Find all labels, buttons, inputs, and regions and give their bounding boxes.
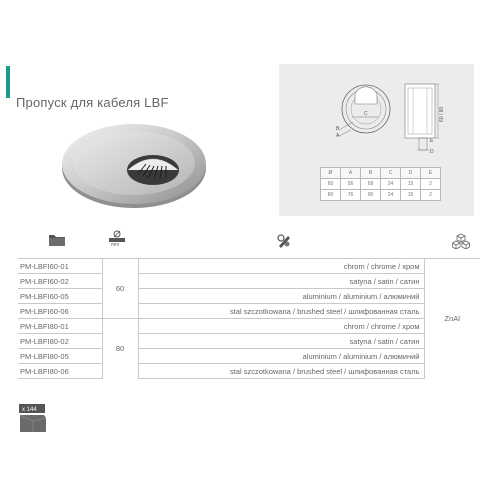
table-row	[18, 304, 480, 319]
finish-cell: stal szczotkowana / brushed steel / шлифованная сталь	[138, 304, 424, 319]
product-image	[58, 118, 210, 210]
product-code: PM-LBFI60-05	[18, 289, 102, 304]
table-row	[18, 274, 480, 289]
finish-cell: chrom / chrome / хром	[138, 319, 424, 334]
palette-icon	[276, 233, 292, 249]
product-table	[18, 258, 480, 379]
accent-bar	[6, 66, 10, 98]
finish-cell: satyna / satin / сатин	[138, 334, 424, 349]
dims-cell: 15	[401, 179, 421, 190]
material-cell: ZnAl	[424, 259, 480, 379]
diameter-cell: 60	[102, 259, 138, 319]
dims-header-cell: E	[421, 168, 441, 179]
dims-cell: 56	[341, 179, 361, 190]
product-code: PM-LBFI60-02	[18, 274, 102, 289]
finish-cell: aluminium / aluminium / алюминий	[138, 289, 424, 304]
dims-cell: 90	[361, 190, 381, 201]
dims-cell: 15	[401, 190, 421, 201]
dims-cell: 76	[341, 190, 361, 201]
drawing-label-c: C	[364, 111, 368, 117]
table-row	[18, 334, 480, 349]
dimensions-header-row	[321, 168, 441, 179]
product-code: PM-LBFI80-05	[18, 349, 102, 364]
dims-header-cell: D	[401, 168, 421, 179]
diameter-cell: 80	[102, 319, 138, 379]
drawing-label-e: E	[430, 138, 434, 144]
drawing-label-height: 60 / 80	[439, 106, 445, 122]
product-code: PM-LBFI60-01	[18, 259, 102, 274]
dims-header-cell: A	[341, 168, 361, 179]
dimensions-table	[320, 167, 441, 201]
box-icon	[18, 403, 48, 435]
table-row	[18, 349, 480, 364]
product-code: PM-LBFI80-06	[18, 364, 102, 379]
table-row	[18, 289, 480, 304]
finish-cell: aluminium / aluminium / алюминий	[138, 349, 424, 364]
diameter-unit-label: mm	[111, 242, 120, 248]
dims-header-cell: Ø	[321, 168, 341, 179]
drawing-label-b: B	[336, 126, 340, 132]
table-row	[18, 364, 480, 379]
drawing-label-a: A	[336, 133, 340, 139]
dims-header-cell: C	[381, 168, 401, 179]
dimensions-row	[321, 179, 441, 190]
dims-cell: 60	[321, 179, 341, 190]
dims-cell: 80	[321, 190, 341, 201]
dims-cell: 2	[421, 190, 441, 201]
dims-cell: 24	[381, 190, 401, 201]
finish-cell: stal szczotkowana / brushed steel / шлифованная сталь	[138, 364, 424, 379]
finish-cell: chrom / chrome / хром	[138, 259, 424, 274]
folder-icon	[48, 233, 66, 247]
dims-cell: 68	[361, 179, 381, 190]
cubes-icon	[452, 233, 470, 249]
dims-cell: 24	[381, 179, 401, 190]
product-code: PM-LBFI80-02	[18, 334, 102, 349]
package-quantity: x 144	[22, 407, 37, 413]
finish-cell: satyna / satin / сатин	[138, 274, 424, 289]
product-code: PM-LBFI80-01	[18, 319, 102, 334]
table-row	[18, 259, 480, 274]
table-row	[18, 319, 480, 334]
page-title: Пропуск для кабеля LBF	[16, 95, 169, 110]
dims-cell: 2	[421, 179, 441, 190]
diameter-icon	[107, 230, 127, 242]
drawing-label-d: D	[430, 149, 434, 155]
product-code: PM-LBFI60-06	[18, 304, 102, 319]
dims-header-cell: B	[361, 168, 381, 179]
dimensions-row	[321, 190, 441, 201]
